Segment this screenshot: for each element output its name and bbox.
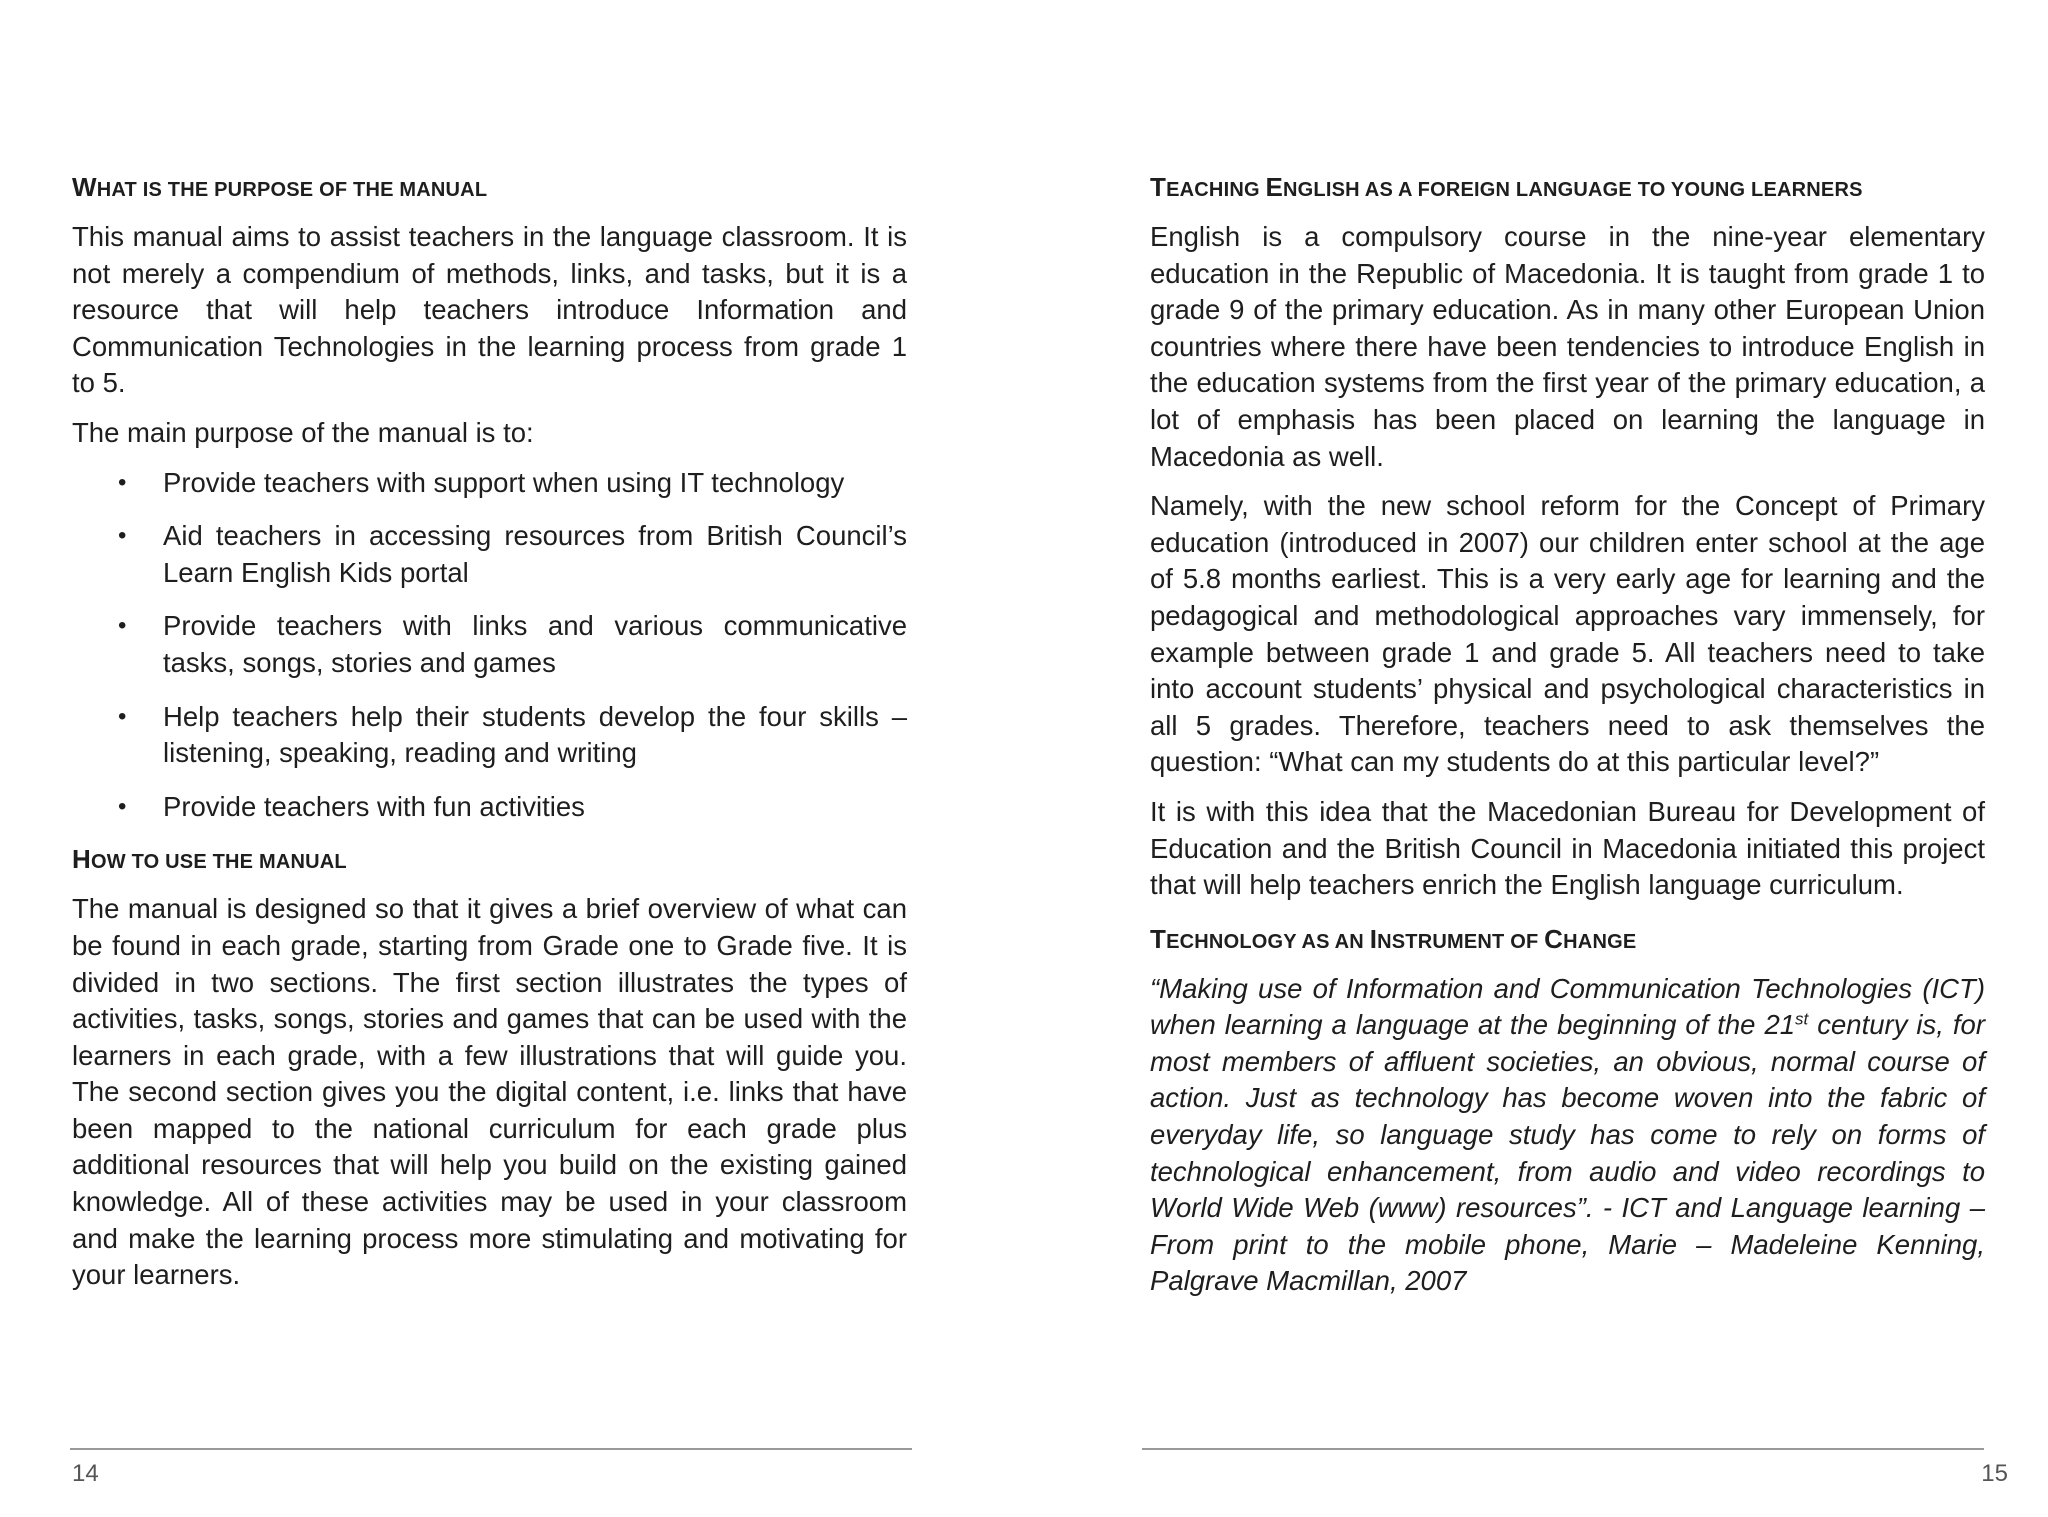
list-item bbox=[72, 699, 907, 772]
heading-cap-letter: W bbox=[72, 172, 97, 202]
list-item-text: Provide teachers with support when using IT technology bbox=[163, 466, 845, 498]
heading-how-to-use bbox=[72, 842, 907, 879]
list-item bbox=[72, 789, 907, 826]
heading-text: HAT IS THE PURPOSE OF THE MANUAL bbox=[96, 179, 488, 201]
left-page-column bbox=[72, 170, 907, 1307]
list-item-text: Provide teachers with fun activities bbox=[163, 790, 585, 822]
heading-text: OW TO USE THE MANUAL bbox=[90, 851, 347, 874]
heading-text: NGLISH AS A FOREIGN LANGUAGE TO YOUNG LEARNERS bbox=[1283, 179, 1863, 201]
heading-cap-letter: C bbox=[1544, 923, 1564, 954]
footer-divider bbox=[1142, 1448, 1984, 1450]
heading-text: HANGE bbox=[1563, 930, 1637, 953]
bullet-icon: • bbox=[118, 792, 127, 820]
heading-teaching-english bbox=[1150, 170, 1985, 207]
list-item bbox=[72, 465, 907, 502]
heading-cap-letter: I bbox=[1369, 923, 1378, 954]
heading-text: NSTRUMENT OF bbox=[1377, 930, 1545, 953]
list-item-text: Aid teachers in accessing resources from British Council’s Learn English Kids portal bbox=[163, 520, 907, 588]
list-item bbox=[72, 608, 907, 681]
right-page-column bbox=[1150, 170, 1985, 1313]
list-item-text: Help teachers help their students develop the four skills – listening, speaking, reading and writing bbox=[163, 700, 907, 769]
heading-purpose-of-manual bbox=[72, 170, 907, 207]
page-number: 14 bbox=[72, 1460, 99, 1487]
right-page bbox=[1024, 0, 2048, 1517]
purpose-lead: The main purpose of the manual is to: bbox=[72, 416, 534, 448]
heading-cap-letter: E bbox=[1265, 172, 1284, 202]
heading-cap-letter: H bbox=[72, 844, 91, 875]
heading-cap-letter: T bbox=[1150, 172, 1167, 202]
quote-text: “Making use of Information and Communication Technologies (ICT) when learning a language at the beginning of the 21 bbox=[1150, 972, 1985, 1041]
page-number: 15 bbox=[1981, 1460, 2008, 1487]
intro-paragraph: This manual aims to assist teachers in the language classroom. It is not merely a compendium of methods, links, and tasks, but it is a resource that will help teachers introduce Information and Communication Technologies in the learning process from grade 1 to 5. bbox=[72, 221, 907, 399]
school-reform-paragraph: Namely, with the new school reform for the Concept of Primary education (introduced in 2007) our children enter school at the age of 5.8 months earliest. This is a very early age for learning and the pedagogical and methodological approaches vary immensely, for example between grade 1 and grade 5. All teachers need to take into account students’ physical and psychological characteristics in all 5 grades. Therefore, teachers need to ask themselves the question: “What can my students do at this particular level?” bbox=[1150, 490, 1985, 778]
list-item-text: Provide teachers with links and various communicative tasks, songs, stories and games bbox=[163, 610, 907, 678]
purpose-list bbox=[72, 465, 907, 826]
quote-text: century is, for most members of affluent societies, an obvious, normal course of action. Just as technology has become woven into the fabric of everyday life, so language study has come to rely on forms of technological enhancement, from audio and video recordings to World Wide Web (www) resources”. - ICT and Language learning – From print to the mobile phone, Marie – Madeleine Kenning, Palgrave Macmillan, 2007 bbox=[1150, 1009, 1985, 1297]
heading-cap-letter: T bbox=[1150, 923, 1167, 954]
english-compulsory-paragraph: English is a compulsory course in the nine-year elementary education in the Republic of Macedonia. It is taught from grade 1 to grade 9 of the primary education. As in many other European Union countries where there have been tendencies to introduce English in the education systems from the first year of the primary education, a lot of emphasis has been placed on learning the language in Macedonia as well. bbox=[1150, 221, 1985, 472]
ict-quote bbox=[1150, 971, 1985, 1300]
project-paragraph: It is with this idea that the Macedonian Bureau for Development of Education and the British Council in Macedonia initiated this project that will help teachers enrich the English language curriculum. bbox=[1150, 795, 1985, 901]
bullet-icon: • bbox=[118, 702, 127, 730]
list-item bbox=[72, 518, 907, 591]
usage-paragraph: The manual is designed so that it gives a brief overview of what can be found in each grade, starting from Grade one to Grade five. It is divided in two sections. The first section illustrates the types of activities, tasks, songs, stories and games that can be used with the learners in each grade, with a few illustrations that will guide you. The second section gives you the digital content, i.e. links that have been mapped to the national curriculum for each grade plus additional resources that will help you build on the existing gained knowledge. All of these activities may be used in your classroom and make the learning process more stimulating and motivating for your learners. bbox=[72, 893, 907, 1291]
bullet-icon: • bbox=[118, 468, 127, 496]
heading-text: EACHING bbox=[1166, 179, 1266, 201]
quote-superscript: st bbox=[1795, 1009, 1809, 1029]
bullet-icon: • bbox=[118, 612, 127, 640]
heading-technology-change bbox=[1150, 922, 1985, 959]
heading-text: ECHNOLOGY AS AN bbox=[1166, 930, 1370, 953]
bullet-icon: • bbox=[118, 522, 127, 550]
footer-divider bbox=[70, 1448, 912, 1450]
